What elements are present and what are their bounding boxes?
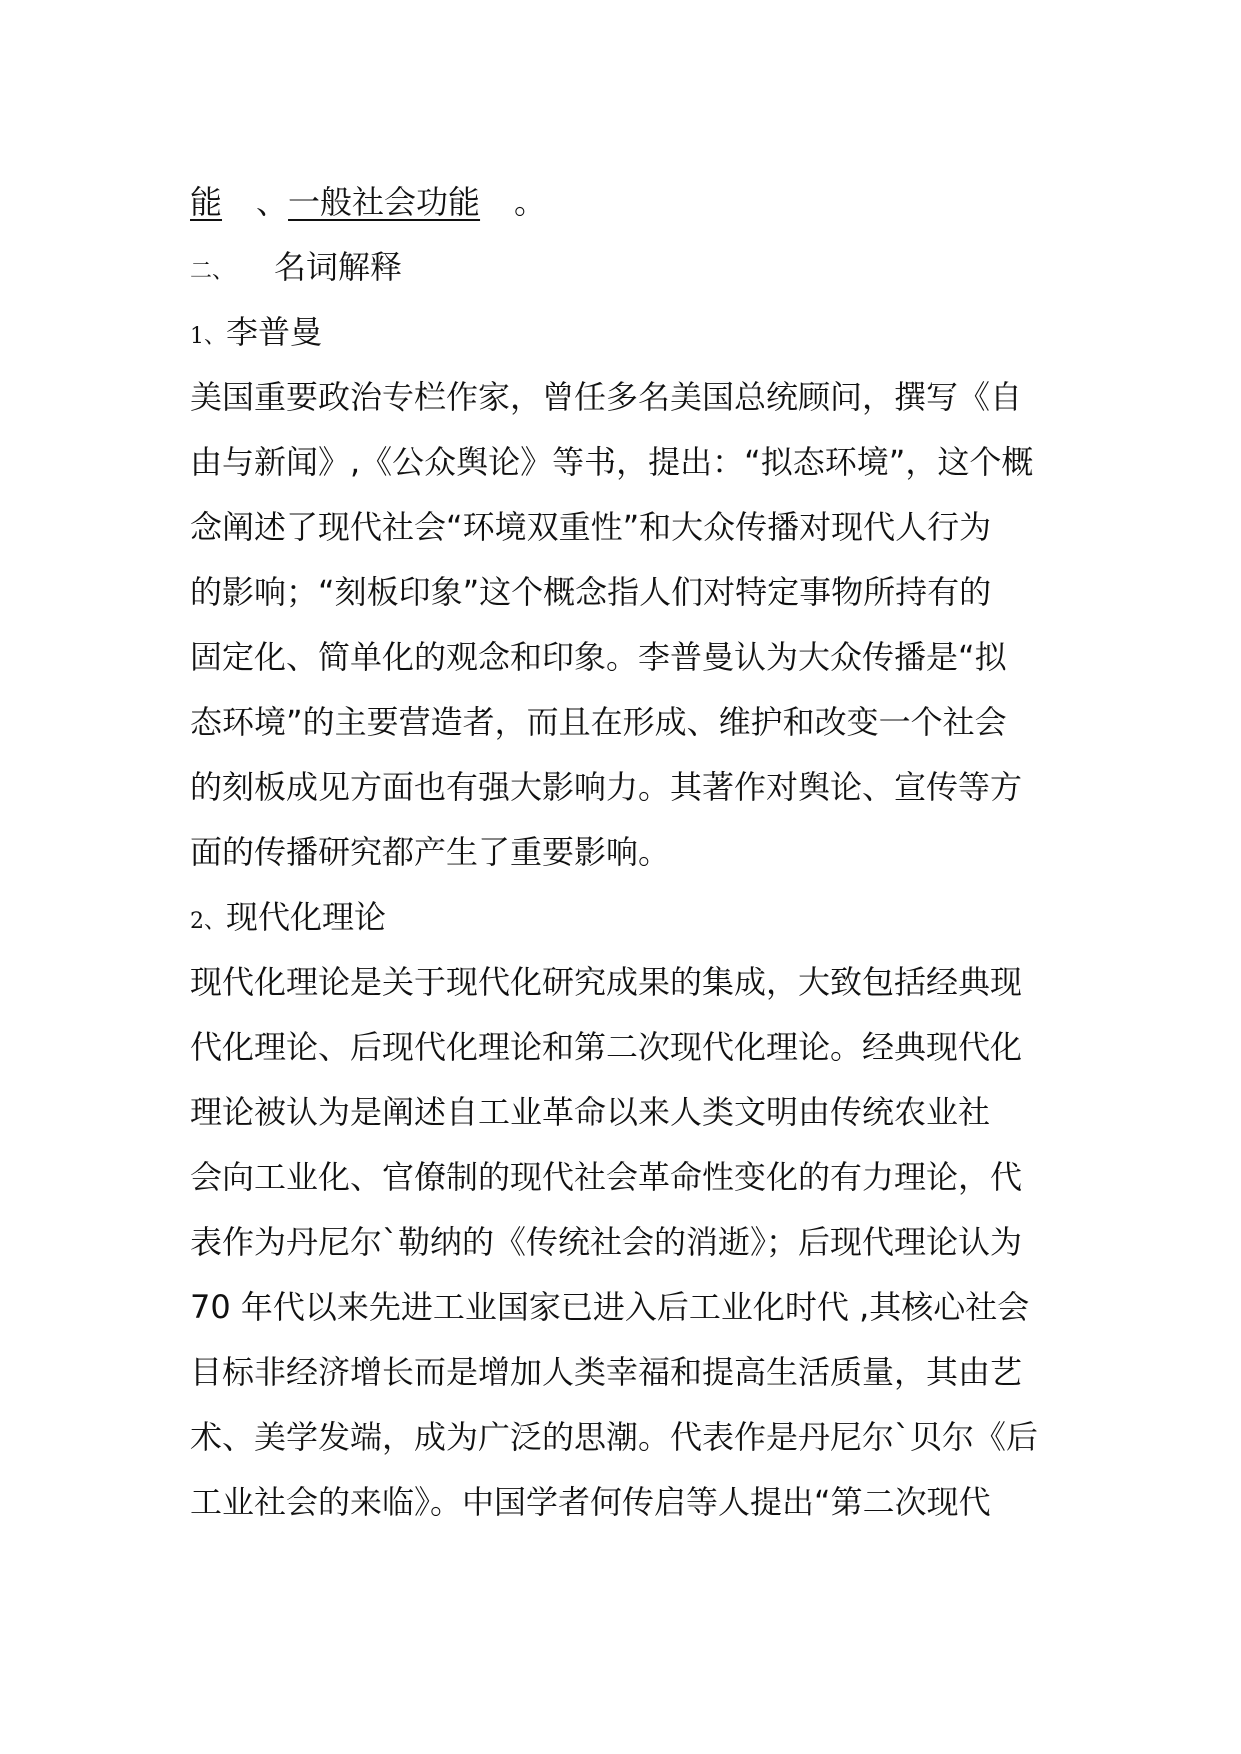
blank-answer-1: 能 [190, 183, 223, 221]
body-line: 工业社会的来临》。中国学者何传启等人提出“第二次现代 [190, 1483, 991, 1521]
item-body-1 [190, 365, 1060, 885]
body-line: 表作为丹尼尔`勒纳的《传统社会的消逝》；后现代理论认为 [190, 1223, 1023, 1261]
blank-answer-2: 一般社会功能 [288, 183, 481, 221]
item-number-1: 1、 [190, 324, 226, 349]
body-line: 目标非经济增长而是增加人类幸福和提高生活质量，其由艺 [190, 1353, 1023, 1391]
section-title: 名词解释 [274, 248, 403, 286]
section-number: 二、 [190, 259, 235, 284]
end-mark: 。 [514, 183, 547, 221]
body-line: 会向工业化、官僚制的现代社会革命性变化的有力理论，代 [190, 1158, 1023, 1196]
top-fragment-line [190, 170, 1060, 235]
item-heading-2 [190, 885, 1060, 950]
body-line: 现代化理论是关于现代化研究成果的集成，大致包括经典现 [190, 963, 1023, 1001]
body-line: 术、美学发端，成为广泛的思潮。代表作是丹尼尔`贝尔《后 [190, 1418, 1039, 1456]
item-term-1: 李普曼 [226, 313, 323, 351]
item-heading-1 [190, 300, 1060, 365]
body-line: 70 年代以来先进工业国家已进入后工业化时代 ,其核心社会 [190, 1288, 1030, 1326]
document-page [190, 170, 1060, 1535]
item-body-2 [190, 950, 1060, 1535]
body-line: 美国重要政治专栏作家，曾任多名美国总统顾问，撰写《自 [190, 378, 1023, 416]
body-line: 的影响；“刻板印象”这个概念指人们对特定事物所持有的 [190, 573, 992, 611]
body-line: 的刻板成见方面也有强大影响力。其著作对舆论、宣传等方 [190, 768, 1023, 806]
separator: 、 [256, 183, 289, 221]
body-line: 由与新闻》,《公众舆论》等书，提出：“拟态环境”，这个概 [190, 443, 1034, 481]
body-line: 固定化、简单化的观念和印象。李普曼认为大众传播是“拟 [190, 638, 1007, 676]
body-line: 面的传播研究都产生了重要影响。 [190, 833, 671, 871]
body-line: 代化理论、后现代化理论和第二次现代化理论。经典现代化 [190, 1028, 1023, 1066]
item-number-2: 2、 [190, 909, 226, 934]
body-line: 念阐述了现代社会“环境双重性”和大众传播对现代人行为 [190, 508, 992, 546]
item-term-2: 现代化理论 [226, 898, 387, 936]
section-heading [190, 235, 1060, 300]
body-line: 理论被认为是阐述自工业革命以来人类文明由传统农业社 [190, 1093, 991, 1131]
body-line: 态环境”的主要营造者，而且在形成、维护和改变一个社会 [190, 703, 1007, 741]
